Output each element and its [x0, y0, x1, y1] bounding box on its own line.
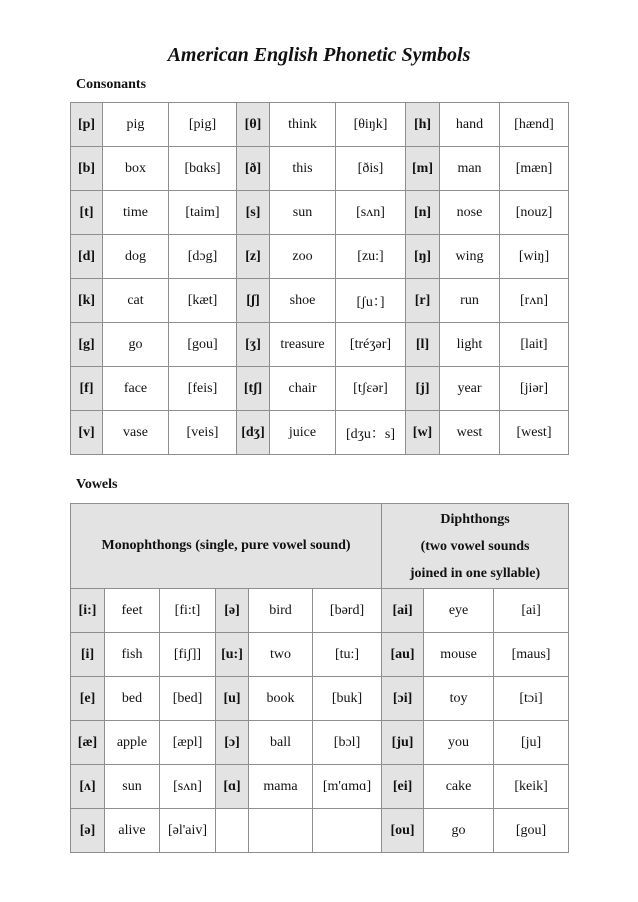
symbol-cell: [n] — [406, 191, 440, 235]
transcription-cell: [bɑks] — [169, 147, 237, 191]
symbol-cell: [z] — [237, 235, 270, 279]
symbol-cell: [m] — [406, 147, 440, 191]
transcription-cell: [tréʒər] — [336, 323, 406, 367]
page-title: American English Phonetic Symbols — [167, 44, 471, 66]
example-word-cell: book — [249, 677, 313, 721]
symbol-cell: [ɔ] — [216, 721, 249, 765]
example-word-cell: light — [440, 323, 500, 367]
example-word-cell: zoo — [270, 235, 336, 279]
diphthongs-subtitle-1: (two vowel sounds — [420, 538, 530, 554]
transcription-cell: [sʌn] — [160, 765, 216, 809]
symbol-cell: [ai] — [382, 589, 424, 633]
symbol-cell: [s] — [237, 191, 270, 235]
transcription-cell: [tu:] — [313, 633, 382, 677]
example-word-cell: this — [270, 147, 336, 191]
example-word-cell: juice — [270, 411, 336, 455]
table-row — [71, 235, 569, 279]
symbol-cell: [b] — [71, 147, 103, 191]
transcription-cell — [313, 809, 382, 853]
example-word-cell: sun — [105, 765, 160, 809]
transcription-cell: [dʒu：s] — [336, 411, 406, 455]
example-word-cell: box — [103, 147, 169, 191]
diphthongs-subtitle-2: joined in one syllable) — [409, 565, 541, 581]
transcription-cell: [kæt] — [169, 279, 237, 323]
example-word-cell: mama — [249, 765, 313, 809]
transcription-cell: [əl'aiv] — [160, 809, 216, 853]
example-word-cell: fish — [105, 633, 160, 677]
transcription-cell: [lait] — [500, 323, 569, 367]
example-word-cell: cat — [103, 279, 169, 323]
example-word-cell: pig — [103, 103, 169, 147]
symbol-cell — [216, 809, 249, 853]
example-word-cell: mouse — [424, 633, 494, 677]
example-word-cell: feet — [105, 589, 160, 633]
symbol-cell: [ə] — [216, 589, 249, 633]
symbol-cell: [ɑ] — [216, 765, 249, 809]
transcription-cell: [taim] — [169, 191, 237, 235]
vowels-header-row — [71, 504, 569, 589]
symbol-cell: [ŋ] — [406, 235, 440, 279]
example-word-cell: alive — [105, 809, 160, 853]
table-row — [71, 411, 569, 455]
example-word-cell: year — [440, 367, 500, 411]
example-word-cell: bird — [249, 589, 313, 633]
table-row — [71, 191, 569, 235]
symbol-cell: [i:] — [71, 589, 105, 633]
example-word-cell: ball — [249, 721, 313, 765]
example-word-cell: shoe — [270, 279, 336, 323]
transcription-cell: [hænd] — [500, 103, 569, 147]
symbol-cell: [ð] — [237, 147, 270, 191]
transcription-cell: [pig] — [169, 103, 237, 147]
example-word-cell: face — [103, 367, 169, 411]
symbol-cell: [f] — [71, 367, 103, 411]
transcription-cell: [m'ɑmɑ] — [313, 765, 382, 809]
example-word-cell: wing — [440, 235, 500, 279]
transcription-cell: [fi:t] — [160, 589, 216, 633]
transcription-cell: [veis] — [169, 411, 237, 455]
symbol-cell: [u:] — [216, 633, 249, 677]
example-word-cell: think — [270, 103, 336, 147]
transcription-cell: [ðis] — [336, 147, 406, 191]
example-word-cell: you — [424, 721, 494, 765]
example-word-cell: time — [103, 191, 169, 235]
example-word-cell: bed — [105, 677, 160, 721]
symbol-cell: [v] — [71, 411, 103, 455]
example-word-cell — [249, 809, 313, 853]
symbol-cell: [ɔi] — [382, 677, 424, 721]
table-row — [71, 103, 569, 147]
example-word-cell: eye — [424, 589, 494, 633]
symbol-cell: [u] — [216, 677, 249, 721]
symbol-cell: [j] — [406, 367, 440, 411]
transcription-cell: [bɔl] — [313, 721, 382, 765]
transcription-cell: [tɔi] — [494, 677, 569, 721]
example-word-cell: sun — [270, 191, 336, 235]
example-word-cell: go — [103, 323, 169, 367]
symbol-cell: [ju] — [382, 721, 424, 765]
transcription-cell: [sʌn] — [336, 191, 406, 235]
transcription-cell: [jiər] — [500, 367, 569, 411]
consonants-table — [70, 102, 569, 455]
transcription-cell: [bed] — [160, 677, 216, 721]
symbol-cell: [ʌ] — [71, 765, 105, 809]
symbol-cell: [l] — [406, 323, 440, 367]
symbol-cell: [tʃ] — [237, 367, 270, 411]
example-word-cell: run — [440, 279, 500, 323]
transcription-cell: [dɔg] — [169, 235, 237, 279]
table-row — [71, 677, 569, 721]
transcription-cell: [tʃεər] — [336, 367, 406, 411]
symbol-cell: [ei] — [382, 765, 424, 809]
transcription-cell: [ju] — [494, 721, 569, 765]
symbol-cell: [h] — [406, 103, 440, 147]
vowels-table — [70, 503, 569, 853]
transcription-cell: [mæn] — [500, 147, 569, 191]
symbol-cell: [g] — [71, 323, 103, 367]
example-word-cell: west — [440, 411, 500, 455]
symbol-cell: [t] — [71, 191, 103, 235]
symbol-cell: [dʒ] — [237, 411, 270, 455]
transcription-cell: [rʌn] — [500, 279, 569, 323]
transcription-cell: [west] — [500, 411, 569, 455]
example-word-cell: man — [440, 147, 500, 191]
symbol-cell: [p] — [71, 103, 103, 147]
transcription-cell: [ʃu：] — [336, 279, 406, 323]
symbol-cell: [w] — [406, 411, 440, 455]
transcription-cell: [maus] — [494, 633, 569, 677]
table-row — [71, 323, 569, 367]
symbol-cell: [k] — [71, 279, 103, 323]
example-word-cell: go — [424, 809, 494, 853]
table-row — [71, 367, 569, 411]
transcription-cell: [zu:] — [336, 235, 406, 279]
table-row — [71, 765, 569, 809]
vowels-heading: Vowels — [76, 477, 118, 492]
transcription-cell: [θiŋk] — [336, 103, 406, 147]
example-word-cell: treasure — [270, 323, 336, 367]
example-word-cell: two — [249, 633, 313, 677]
example-word-cell: cake — [424, 765, 494, 809]
diphthongs-title: Diphthongs — [440, 511, 510, 527]
transcription-cell: [buk] — [313, 677, 382, 721]
example-word-cell: dog — [103, 235, 169, 279]
symbol-cell: [ʒ] — [237, 323, 270, 367]
symbol-cell: [ʃ] — [237, 279, 270, 323]
example-word-cell: hand — [440, 103, 500, 147]
transcription-cell: [wiŋ] — [500, 235, 569, 279]
symbol-cell: [æ] — [71, 721, 105, 765]
transcription-cell: [feis] — [169, 367, 237, 411]
monophthongs-header: Monophthongs (single, pure vowel sound) — [71, 504, 382, 589]
transcription-cell: [gou] — [494, 809, 569, 853]
table-row — [71, 633, 569, 677]
symbol-cell: [d] — [71, 235, 103, 279]
transcription-cell: [keik] — [494, 765, 569, 809]
transcription-cell: [ai] — [494, 589, 569, 633]
table-row — [71, 809, 569, 853]
example-word-cell: toy — [424, 677, 494, 721]
transcription-cell: [bərd] — [313, 589, 382, 633]
transcription-cell: [nouz] — [500, 191, 569, 235]
symbol-cell: [au] — [382, 633, 424, 677]
table-row — [71, 589, 569, 633]
example-word-cell: chair — [270, 367, 336, 411]
table-row — [71, 279, 569, 323]
table-row — [71, 721, 569, 765]
example-word-cell: vase — [103, 411, 169, 455]
diphthongs-header — [382, 504, 569, 589]
symbol-cell: [i] — [71, 633, 105, 677]
symbol-cell: [r] — [406, 279, 440, 323]
table-row — [71, 147, 569, 191]
symbol-cell: [ou] — [382, 809, 424, 853]
symbol-cell: [θ] — [237, 103, 270, 147]
example-word-cell: apple — [105, 721, 160, 765]
example-word-cell: nose — [440, 191, 500, 235]
transcription-cell: [æpl] — [160, 721, 216, 765]
symbol-cell: [ə] — [71, 809, 105, 853]
symbol-cell: [e] — [71, 677, 105, 721]
transcription-cell: [gou] — [169, 323, 237, 367]
transcription-cell: [fiʃ]] — [160, 633, 216, 677]
consonants-heading: Consonants — [76, 77, 147, 92]
